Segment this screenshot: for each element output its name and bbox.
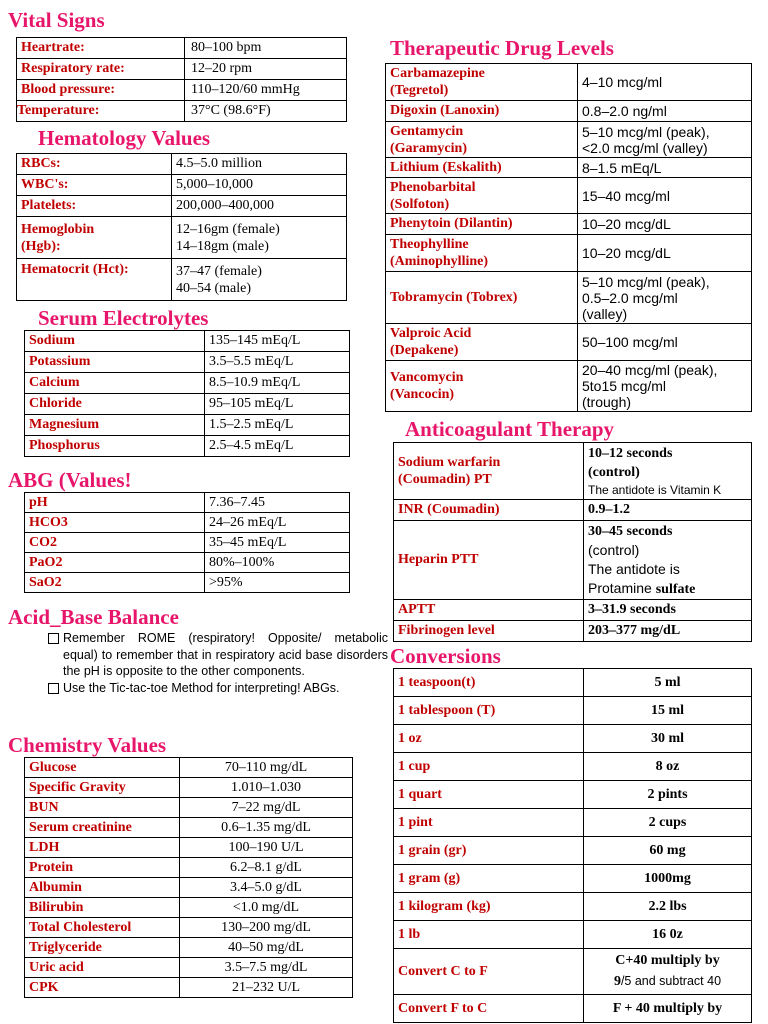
row-value: >95% — [205, 573, 350, 593]
hematology-title: Hematology Values — [38, 126, 211, 150]
table-row — [17, 217, 347, 259]
row-value: 50–100 mcg/ml — [578, 324, 752, 361]
row-value: 5 ml — [584, 669, 752, 697]
table-row — [386, 178, 752, 214]
row-label: Blood pressure: — [17, 80, 185, 101]
row-value: 1.010–1.030 — [180, 778, 353, 798]
table-row — [17, 196, 347, 217]
row-label: 1 pint — [394, 809, 584, 837]
table-row — [394, 521, 752, 600]
row-label: Heartrate: — [17, 38, 185, 59]
table-row — [25, 352, 350, 373]
drug-levels-table — [385, 63, 752, 412]
row-value: 0.9–1.2 — [584, 500, 752, 521]
table-row — [17, 154, 347, 175]
row-label: Protein — [25, 858, 180, 878]
table-row — [25, 978, 353, 998]
row-label: WBC's: — [17, 175, 172, 196]
row-value: 203–377 mg/dL — [584, 621, 752, 642]
checkbox-bullet-icon — [48, 633, 59, 644]
table-row — [25, 838, 353, 858]
row-value: 37°C (98.6°F) — [185, 101, 347, 122]
row-label: 1 grain (gr) — [394, 837, 584, 865]
row-value: 15 ml — [584, 697, 752, 725]
row-label: Magnesium — [25, 415, 205, 436]
row-value: 7.36–7.45 — [205, 493, 350, 513]
row-value: 16 0z — [584, 921, 752, 949]
row-value: 80%–100% — [205, 553, 350, 573]
table-row — [25, 938, 353, 958]
row-value: 2.2 lbs — [584, 893, 752, 921]
chemistry-title: Chemistry Values — [8, 733, 167, 757]
row-label: Phenytoin (Dilantin) — [386, 214, 578, 235]
row-label: Gentamycin (Garamycin) — [386, 122, 578, 158]
table-row — [25, 493, 350, 513]
row-label: SaO2 — [25, 573, 205, 593]
row-label: Valproic Acid (Depakene) — [386, 324, 578, 361]
table-row — [25, 553, 350, 573]
table-row — [25, 858, 353, 878]
table-row — [394, 921, 752, 949]
table-row — [386, 101, 752, 122]
table-row — [386, 235, 752, 272]
table-row — [25, 798, 353, 818]
row-value: 0.6–1.35 mg/dL — [180, 818, 353, 838]
row-value: 5–10 mcg/ml (peak), 0.5–2.0 mcg/ml (valley) — [578, 272, 752, 324]
table-row — [394, 781, 752, 809]
row-label: Potassium — [25, 352, 205, 373]
row-label: Heparin PTT — [394, 521, 584, 600]
row-label: Triglyceride — [25, 938, 180, 958]
table-row — [394, 500, 752, 521]
table-row — [394, 443, 752, 500]
table-row — [17, 38, 347, 59]
row-value: 100–190 U/L — [180, 838, 353, 858]
table-row — [25, 415, 350, 436]
row-value: F + 40 multiply by — [584, 995, 752, 1023]
row-label: Theophylline (Aminophylline) — [386, 235, 578, 272]
row-label: Phosphorus — [25, 436, 205, 457]
electrolytes-table — [24, 330, 350, 457]
row-value: 24–26 mEq/L — [205, 513, 350, 533]
abg-title: ABG (Values! — [8, 468, 132, 492]
row-value: 5–10 mcg/ml (peak), <2.0 mcg/ml (valley) — [578, 122, 752, 158]
row-label: 1 kilogram (kg) — [394, 893, 584, 921]
table-row — [25, 898, 353, 918]
table-row — [25, 513, 350, 533]
row-value: 1.5–2.5 mEq/L — [205, 415, 350, 436]
hematology-table — [16, 153, 347, 301]
row-value: 15–40 mcg/ml — [578, 178, 752, 214]
row-label: Albumin — [25, 878, 180, 898]
conversions-title: Conversions — [390, 644, 501, 668]
table-row — [394, 697, 752, 725]
row-label: Convert C to F — [394, 949, 584, 995]
abg-table — [24, 492, 350, 593]
table-row — [386, 158, 752, 178]
row-label: LDH — [25, 838, 180, 858]
table-row — [386, 122, 752, 158]
row-label: BUN — [25, 798, 180, 818]
row-value: 2 cups — [584, 809, 752, 837]
row-label: Calcium — [25, 373, 205, 394]
row-value: 10–12 seconds (control) The antidote is Vitamin K — [584, 443, 752, 500]
row-value: 7–22 mg/dL — [180, 798, 353, 818]
row-label: Hematocrit (Hct): — [17, 259, 172, 301]
row-value: 2.5–4.5 mEq/L — [205, 436, 350, 457]
row-value: 12–16gm (female) 14–18gm (male) — [172, 217, 347, 259]
row-value: 3.4–5.0 g/dL — [180, 878, 353, 898]
row-value: 10–20 mcg/dL — [578, 214, 752, 235]
row-value: 8–1.5 mEq/L — [578, 158, 752, 178]
row-label: PaO2 — [25, 553, 205, 573]
table-row — [394, 669, 752, 697]
table-row — [386, 64, 752, 101]
row-label: Platelets: — [17, 196, 172, 217]
row-label: Sodium — [25, 331, 205, 352]
row-value: 110–120/60 mmHg — [185, 80, 347, 101]
row-value: 3.5–7.5 mg/dL — [180, 958, 353, 978]
drug-levels-title: Therapeutic Drug Levels — [390, 36, 614, 60]
row-label: Phenobarbital (Solfoton) — [386, 178, 578, 214]
row-value: 5,000–10,000 — [172, 175, 347, 196]
row-value: 200,000–400,000 — [172, 196, 347, 217]
row-value: 8.5–10.9 mEq/L — [205, 373, 350, 394]
row-label: 1 gram (g) — [394, 865, 584, 893]
row-label: Serum creatinine — [25, 818, 180, 838]
row-value: 4.5–5.0 million — [172, 154, 347, 175]
table-row — [394, 809, 752, 837]
table-row — [394, 865, 752, 893]
table-row — [394, 753, 752, 781]
row-label: Specific Gravity — [25, 778, 180, 798]
row-label: Vancomycin (Vancocin) — [386, 361, 578, 412]
row-value: 30–45 seconds (control) The antidote is Protamine sulfate — [584, 521, 752, 600]
table-row — [394, 600, 752, 621]
table-row — [394, 837, 752, 865]
table-row — [386, 324, 752, 361]
anticoagulant-table — [393, 442, 752, 642]
table-row — [25, 778, 353, 798]
row-value: 70–110 mg/dL — [180, 758, 353, 778]
table-row — [386, 272, 752, 324]
row-label: HCO3 — [25, 513, 205, 533]
vital-signs-table — [16, 37, 347, 122]
table-row — [25, 958, 353, 978]
table-row — [17, 59, 347, 80]
table-row — [394, 725, 752, 753]
row-label: Tobramycin (Tobrex) — [386, 272, 578, 324]
row-value: 8 oz — [584, 753, 752, 781]
table-row — [394, 949, 752, 995]
row-value: 1000mg — [584, 865, 752, 893]
row-value: 30 ml — [584, 725, 752, 753]
row-label: RBCs: — [17, 154, 172, 175]
row-value: 20–40 mcg/ml (peak), 5to15 mcg/ml (trough) — [578, 361, 752, 412]
row-value: 37–47 (female) 40–54 (male) — [172, 259, 347, 301]
table-row — [386, 214, 752, 235]
table-row — [25, 331, 350, 352]
table-row — [25, 878, 353, 898]
row-label: Uric acid — [25, 958, 180, 978]
row-label: 1 oz — [394, 725, 584, 753]
table-row — [25, 533, 350, 553]
row-label: Digoxin (Lanoxin) — [386, 101, 578, 122]
row-label: 1 quart — [394, 781, 584, 809]
table-row — [394, 995, 752, 1023]
list-item: Remember ROME (respiratory! Opposite/ metabolic equal) to remember that in respiratory acid base disorders the pH is opposite to the other components. — [48, 630, 388, 680]
row-value: 130–200 mg/dL — [180, 918, 353, 938]
table-row — [394, 893, 752, 921]
row-value: 2 pints — [584, 781, 752, 809]
row-value: 12–20 rpm — [185, 59, 347, 80]
table-row — [25, 373, 350, 394]
row-label: Fibrinogen level — [394, 621, 584, 642]
table-row — [17, 80, 347, 101]
table-row — [386, 361, 752, 412]
table-row — [25, 918, 353, 938]
table-row — [25, 436, 350, 457]
acid-base-title: Acid_Base Balance — [8, 605, 179, 629]
row-value: 40–50 mg/dL — [180, 938, 353, 958]
row-label: Bilirubin — [25, 898, 180, 918]
row-value: 3.5–5.5 mEq/L — [205, 352, 350, 373]
row-value: 10–20 mcg/dL — [578, 235, 752, 272]
table-row — [25, 573, 350, 593]
row-value: 135–145 mEq/L — [205, 331, 350, 352]
row-label: Temperature: — [17, 101, 185, 122]
row-label: 1 lb — [394, 921, 584, 949]
acid-base-list — [48, 630, 388, 696]
row-value: 80–100 bpm — [185, 38, 347, 59]
vital-signs-title: Vital Signs — [8, 8, 105, 32]
row-label: Total Cholesterol — [25, 918, 180, 938]
row-label: Sodium warfarin (Coumadin) PT — [394, 443, 584, 500]
row-value: 4–10 mcg/ml — [578, 64, 752, 101]
row-label: Respiratory rate: — [17, 59, 185, 80]
row-value: C+40 multiply by 9/5 and subtract 40 — [584, 949, 752, 995]
row-label: Convert F to C — [394, 995, 584, 1023]
row-value: 60 mg — [584, 837, 752, 865]
row-label: 1 teaspoon(t) — [394, 669, 584, 697]
row-label: INR (Coumadin) — [394, 500, 584, 521]
row-value: 35–45 mEq/L — [205, 533, 350, 553]
row-value: 95–105 mEq/L — [205, 394, 350, 415]
row-label: Chloride — [25, 394, 205, 415]
table-row — [17, 175, 347, 196]
row-value: <1.0 mg/dL — [180, 898, 353, 918]
row-label: Carbamazepine (Tegretol) — [386, 64, 578, 101]
row-label: CO2 — [25, 533, 205, 553]
row-label: Hemoglobin (Hgb): — [17, 217, 172, 259]
row-label: APTT — [394, 600, 584, 621]
chemistry-table — [24, 757, 353, 998]
row-value: 6.2–8.1 g/dL — [180, 858, 353, 878]
electrolytes-title: Serum Electrolytes — [38, 306, 209, 330]
table-row — [17, 101, 347, 122]
conversions-table — [393, 668, 752, 1023]
anticoagulant-title: Anticoagulant Therapy — [405, 417, 615, 441]
table-row — [25, 394, 350, 415]
row-label: CPK — [25, 978, 180, 998]
checkbox-bullet-icon — [48, 683, 59, 694]
row-value: 21–232 U/L — [180, 978, 353, 998]
table-row — [25, 758, 353, 778]
list-item: Use the Tic-tac-toe Method for interpreting! ABGs. — [48, 680, 388, 697]
table-row — [17, 259, 347, 301]
row-label: 1 cup — [394, 753, 584, 781]
row-value: 0.8–2.0 ng/ml — [578, 101, 752, 122]
table-row — [25, 818, 353, 838]
row-label: Glucose — [25, 758, 180, 778]
row-label: Lithium (Eskalith) — [386, 158, 578, 178]
row-value: 3–31.9 seconds — [584, 600, 752, 621]
table-row — [394, 621, 752, 642]
row-label: 1 tablespoon (T) — [394, 697, 584, 725]
row-label: pH — [25, 493, 205, 513]
